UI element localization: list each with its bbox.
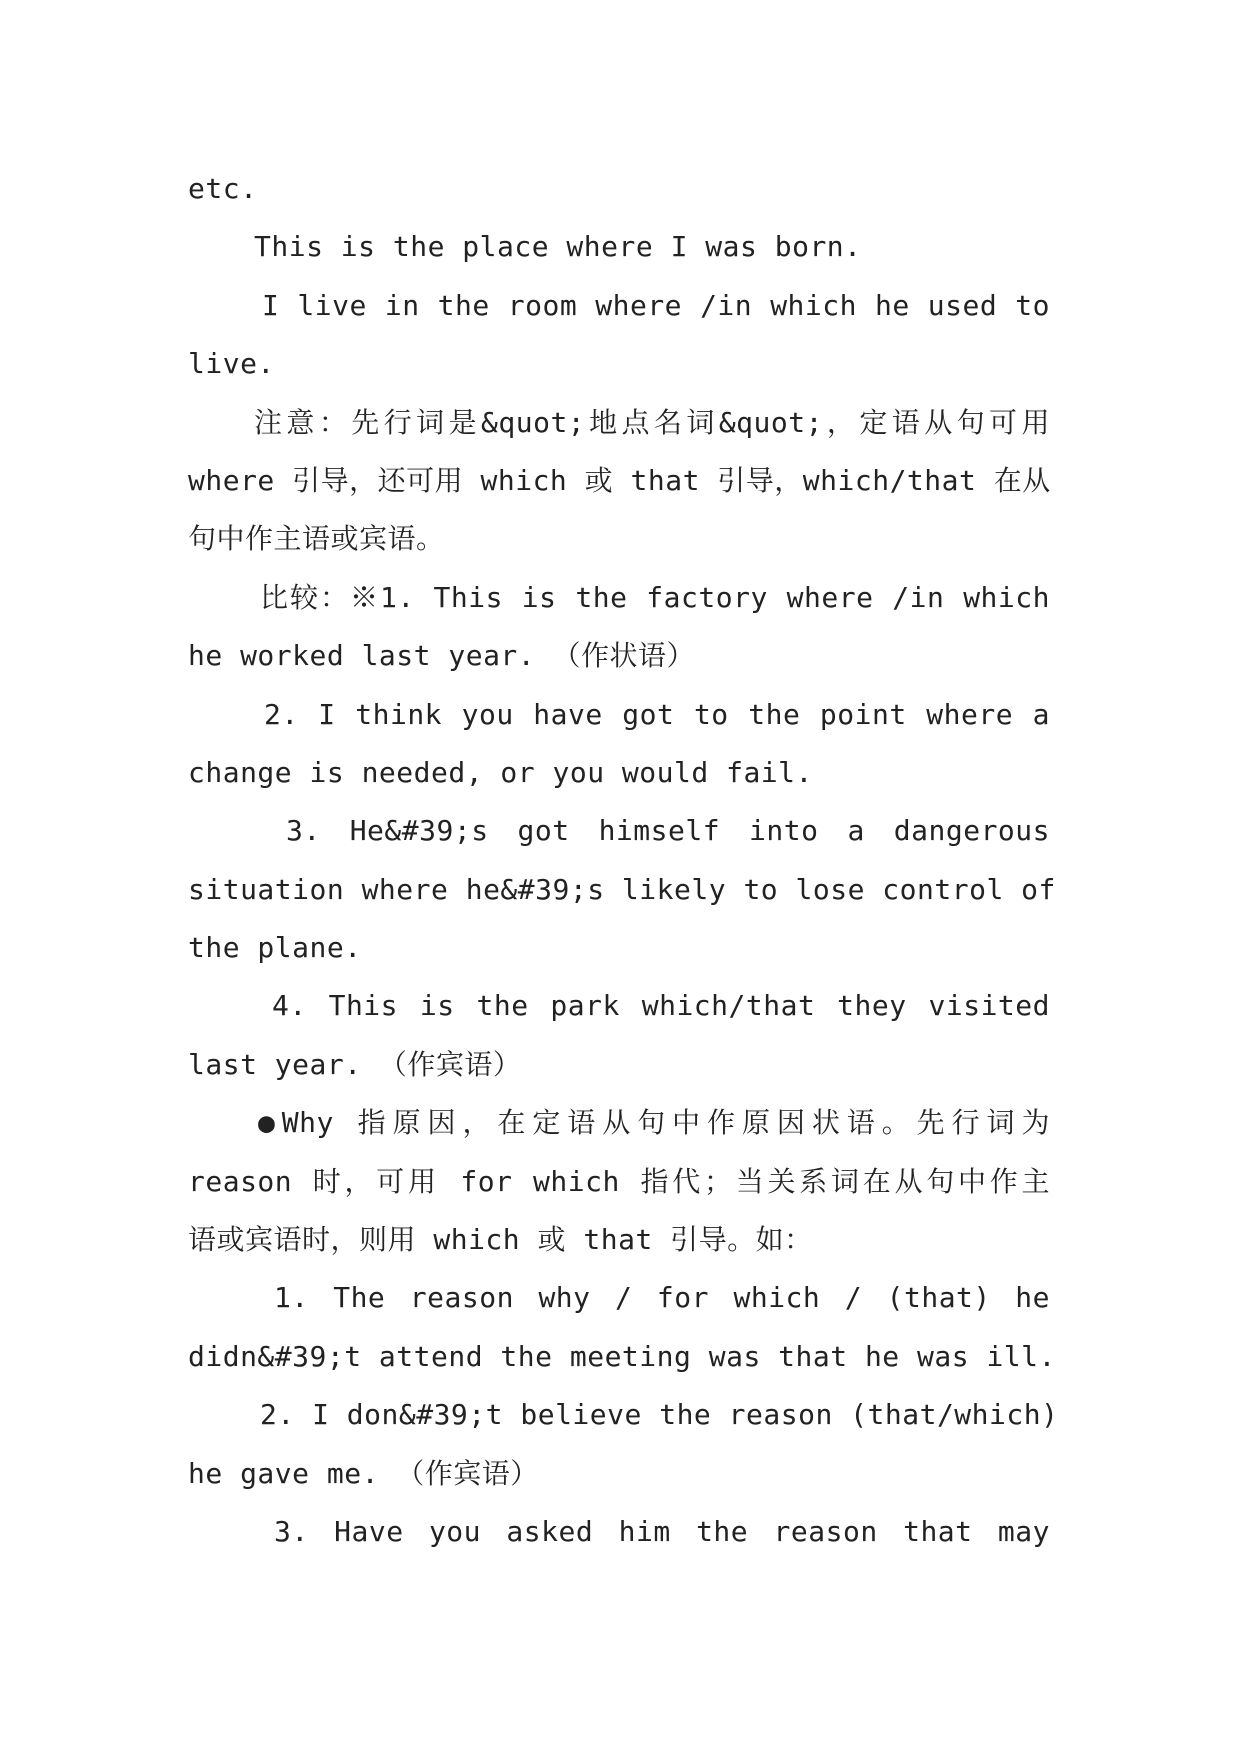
text-line: the plane. bbox=[188, 931, 362, 965]
text-line: 语或宾语时，则用 which 或 that 引导。如： bbox=[188, 1223, 813, 1257]
text-line: he gave me. （作宾语） bbox=[188, 1456, 539, 1490]
text-line: 句中作主语或宾语。 bbox=[188, 522, 445, 556]
text-line: situation where he&#39;s likely to lose control of bbox=[188, 872, 1056, 906]
text-line: he worked last year. （作状语） bbox=[188, 639, 696, 673]
text-line: change is needed, or you would fail. bbox=[188, 755, 813, 789]
text-line: 2. I think you have got to the point where a bbox=[264, 697, 1050, 731]
text-line: 注意：先行词是&quot;地点名词&quot;，定语从句可用 bbox=[254, 405, 1050, 439]
text-line: ●Why 指原因，在定语从句中作原因状语。先行词为 bbox=[258, 1106, 1050, 1140]
text-line: 4. This is the park which/that they visited bbox=[272, 989, 1050, 1023]
text-line: 3. He&#39;s got himself into a dangerous bbox=[286, 814, 1050, 848]
text-line: 3. Have you asked him the reason that may bbox=[274, 1514, 1050, 1548]
text-line: where 引导，还可用 which 或 that 引导，which/that 在从 bbox=[188, 463, 1051, 497]
text-line: last year. （作宾语） bbox=[188, 1047, 522, 1081]
text-line: 2. I don&#39;t believe the reason (that/which) bbox=[260, 1398, 1059, 1432]
text-line: etc. bbox=[188, 172, 258, 205]
text-line: 比较：※1. This is the factory where /in which bbox=[260, 580, 1050, 614]
text-line: didn&#39;t attend the meeting was that he was ill. bbox=[188, 1339, 1056, 1373]
text-line: reason 时，可用 for which 指代；当关系词在从句中作主 bbox=[188, 1164, 1050, 1198]
text-line: I live in the room where /in which he used to bbox=[262, 288, 1050, 322]
text-line: 1. The reason why / for which / (that) he bbox=[274, 1281, 1050, 1315]
text-line: live. bbox=[188, 347, 275, 381]
document-page bbox=[188, 160, 1059, 1561]
text-line: This is the place where I was born. bbox=[254, 230, 862, 264]
